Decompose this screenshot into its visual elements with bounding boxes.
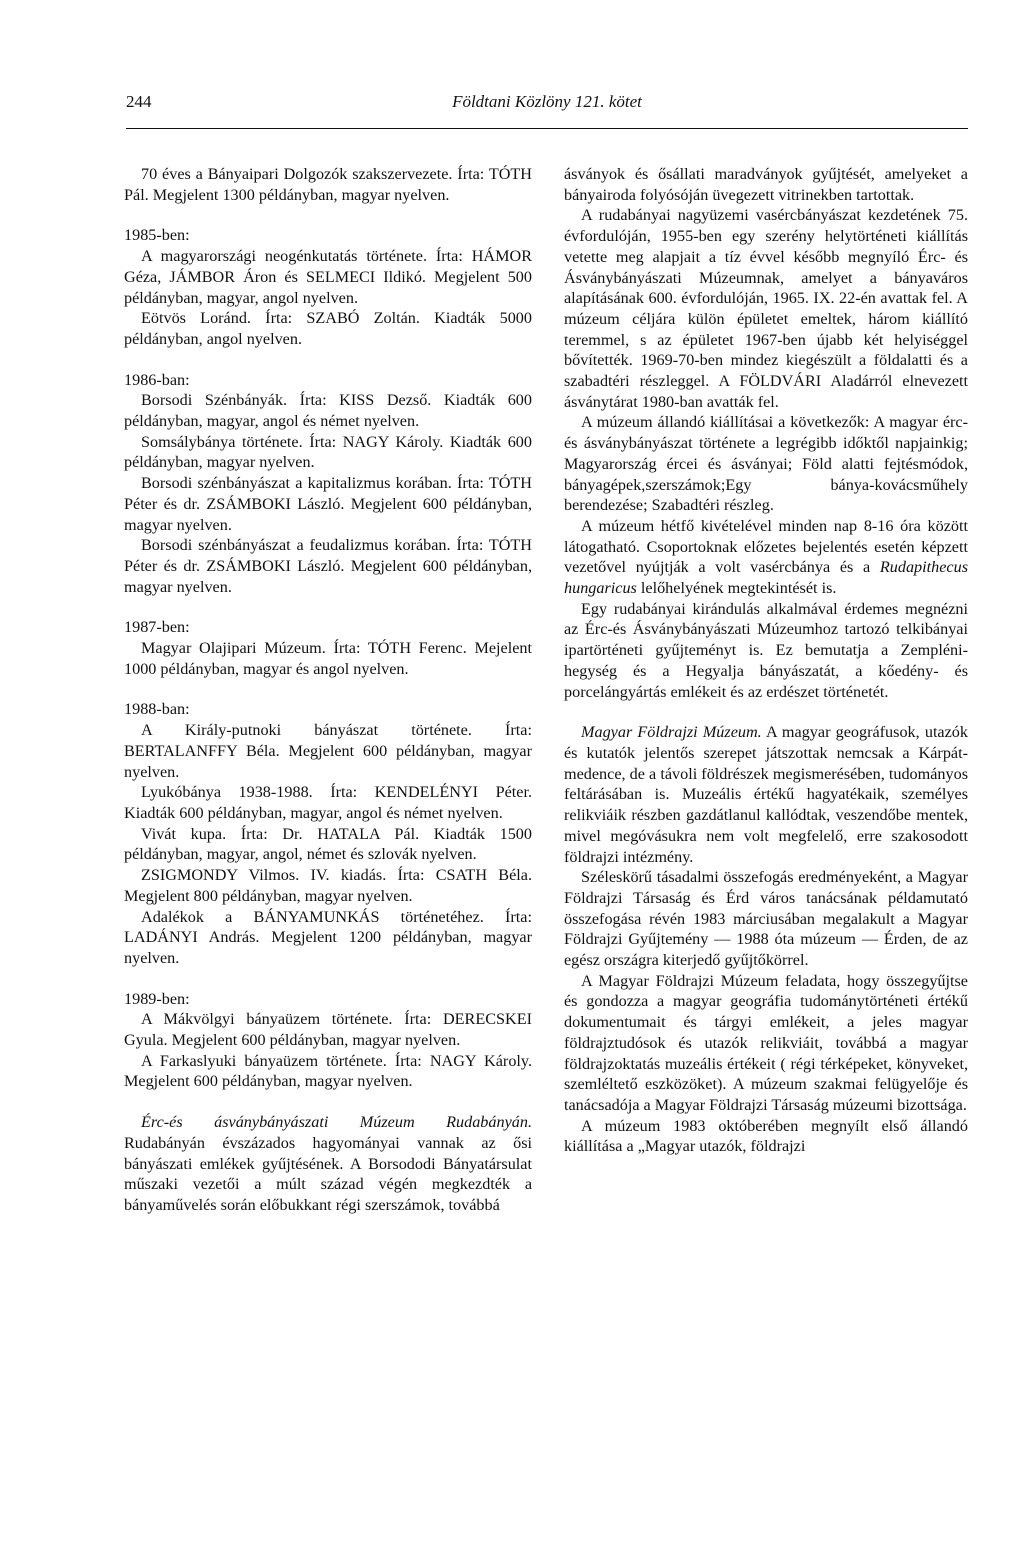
paragraph: A Farkaslyuki bányaüzem története. Írta: NAGY Károly. Megjelent 600 példányban, magyar nyelven. [124,1051,532,1091]
year-heading-1986: 1986-ban: [124,370,190,389]
species-name: Rudapithecus hungaricus [564,558,968,598]
page-header [126,92,968,116]
museum-title: Érc-és ásványbányászati Múzeum Rudabányán. [141,1113,532,1132]
museum-text: Rudabányán évszázados hagyományai vannak az ősi bányászati emlékek gyűjtésének. A Borsododi Bányatársulat műszaki vezetői a múlt század végén megkezdték a bányaművelés során előbukkant régi szerszámok, továbbá [124,1133,532,1214]
paragraph: ZSIGMONDY Vilmos. IV. kiadás. Írta: CSATH Béla. Megjelent 800 példányban, magyar nyelven. [124,866,532,905]
paragraph: Lyukóbánya 1938-1988. Írta: KENDELÉNYI Péter. Kiadták 600 példányban, magyar, angol és német nyelven. [124,783,532,822]
paragraph: ásványok és ősállati maradványok gyűjtését, amelyeket a bányairoda folyósóján üvegezett vitrinekben tartottak. [564,165,968,204]
paragraph: Eötvös Loránd. Írta: SZABÓ Zoltán. Kiadták 5000 példányban, angol nyelven. [124,309,532,348]
museum-title: Magyar Földrajzi Múzeum. [581,723,762,742]
header-rule [126,128,968,129]
paragraph: Borsodi Szénbányák. Írta: KISS Dezső. Kiadták 600 példányban, magyar, angol és német nyelven. [124,391,532,431]
paragraph: Vivát kupa. Írta: Dr. HATALA Pál. Kiadták 1500 példányban, magyar, angol, német és szlovák nyelven. [124,824,532,864]
paragraph: Borsodi szénbányászat a feudalizmus korában. Írta: TÓTH Péter és dr. ZSÁMBOKI László. Megjelent 600 példányban, magyar nyelven. [124,536,532,596]
year-heading-1987: 1987-ben: [124,618,190,637]
paragraph: Borsodi szénbányászat a kapitalizmus korában. Írta: TÓTH Péter és dr. ZSÁMBOKI László. Megjelent 600 példányban, magyar nyelven. [124,474,532,534]
paragraph [564,516,968,599]
paragraph: A Magyar Földrajzi Múzeum feladata, hogy összegyűjtse és gondozza a magyar geográfia tudománytörténeti értékű dokumentumait és tárgyi emlékeit, a jeles magyar földrajztudósok és utazók relikviáit, továbbá a magyar földrajzoktatás muzeális értékeit ( régi térképeket, könyveket, szemléltető eszközöket). A múzeum szakmai felügyelője és tanácsadója a Magyar Földrajzi Társaság múzeumi bizottsága. [564,971,968,1114]
paragraph: Magyar Olajipari Múzeum. Írta: TÓTH Ferenc. Mejelent 1000 példányban, magyar és angol nyelven. [124,639,532,678]
paragraph: Somsálybánya története. Írta: NAGY Károly. Kiadták 600 példányban, magyar nyelven. [124,432,532,472]
page-number: 244 [126,92,152,111]
year-heading-1985: 1985-ben: [124,226,190,245]
paragraph: 70 éves a Bányaipari Dolgozók szakszervezete. Írta: TÓTH Pál. Megjelent 1300 példányban, magyar nyelven. [124,165,532,204]
paragraph: A Mákvölgyi bányaüzem története. Írta: DERECSKEI Gyula. Megjelent 600 példányban, magyar nyelven. [124,1010,532,1050]
paragraph: A múzeum állandó kiállításai a következők: A magyar érc-és ásványbányászat története a legrégibb időktől napjainkig; Magyarország ércei és ásványai; Föld alatti fejtésmódok, bányagépek,szerszámok;Egy bánya-kovácsműhely berendezése; Szabadtéri részleg. [564,413,968,515]
paragraph: A múzeum 1983 októberében megnyílt első állandó kiállítása a „Magyar utazók, földrajzi [564,1116,968,1156]
right-column [564,164,968,1157]
year-heading-1989: 1989-ben: [124,989,190,1008]
museum-section-rudabanya [124,1112,532,1216]
year-heading-1988: 1988-ban: [124,700,190,719]
paragraph: A magyarországi neogénkutatás története. Írta: HÁMOR Géza, JÁMBOR Áron és SELMECI Ildikó. Megjelent 500 példányban, magyar, angol nyelven. [124,247,532,307]
paragraph: Adalékok a BÁNYAMUNKÁS történetéhez. Írta: LADÁNYI András. Megjelent 1200 példányban, magyar nyelven. [124,907,532,967]
museum-text: A magyar geográfusok, utazók és kutatók jelentős szerepet játszottak nemcsak a Kárpát-medence, de a távoli földrészek megismerésében, tudományos feltárásában is. Muzeális értékű hagyatékaik, személyes relikviáik részben gazdátlanul kallódtak, veszendőbe mentek, mivel megóvásukra nem volt megfelelő, erre szakosodott földrajzi intézmény. [564,723,968,866]
paragraph: A Király-putnoki bányászat története. Írta: BERTALANFFY Béla. Megjelent 600 példányban, magyar nyelven. [124,721,532,781]
left-column [124,164,532,1216]
text-span: A múzeum hétfő kivételével minden nap 8-16 óra között látogatható. Csoportoknak előzetes bejelentés esetén képzett vezetővel nyújtják a volt vasércbánya és a [564,516,968,577]
paragraph: A rudabányai nagyüzemi vasércbányászat kezdetének 75. évfordulóján, 1955-ben egy szerény helytörténeti kiállítás vetette meg alapjait a tíz évvel később megnyíló Érc- és Ásványbányászati Múzeumnak, amelyet a bányaváros alapításának 600. évfordulóján, 1965. IX. 22-én avattak fel. A múzeum céljára külön épületet emeltek, három kiállító teremmel, s az épületet 1967-ben újabb két helyiséggel bővítették. 1969-70-ben mindez kiegészült a földalatti és a szabadtéri részleggel. A FÖLDVÁRI Aladárról elnevezett ásványtárat 1980-ban avatták fel. [564,206,968,411]
paragraph: Széleskörű tásadalmi összefogás eredményeként, a Magyar Földrajzi Társaság és Érd város tanácsának példamutató összefogása révén 1983 márciusában megalakult a Magyar Földrajzi Gyűjtemény — 1988 óta múzeum — Érden, de az egész országra kiterjedő gyűjtőkörrel. [564,868,968,970]
paragraph: Egy rudabányai kirándulás alkalmával érdemes megnézni az Érc-és Ásványbányászati Múzeumhoz tartozó telkibányai ipartörténeti gyűjteményt is. Ez bemutatja a Zempléni-hegység és a Hegyalja bányászatát, a kőedény- és porcelángyártás emlékeit és az erdészet történetét. [564,599,968,701]
running-title: Földtani Közlöny 121. kötet [452,92,642,111]
museum-section-foldrajzi [564,722,968,867]
text-span: lelőhelyének megtekintését is. [636,579,837,598]
